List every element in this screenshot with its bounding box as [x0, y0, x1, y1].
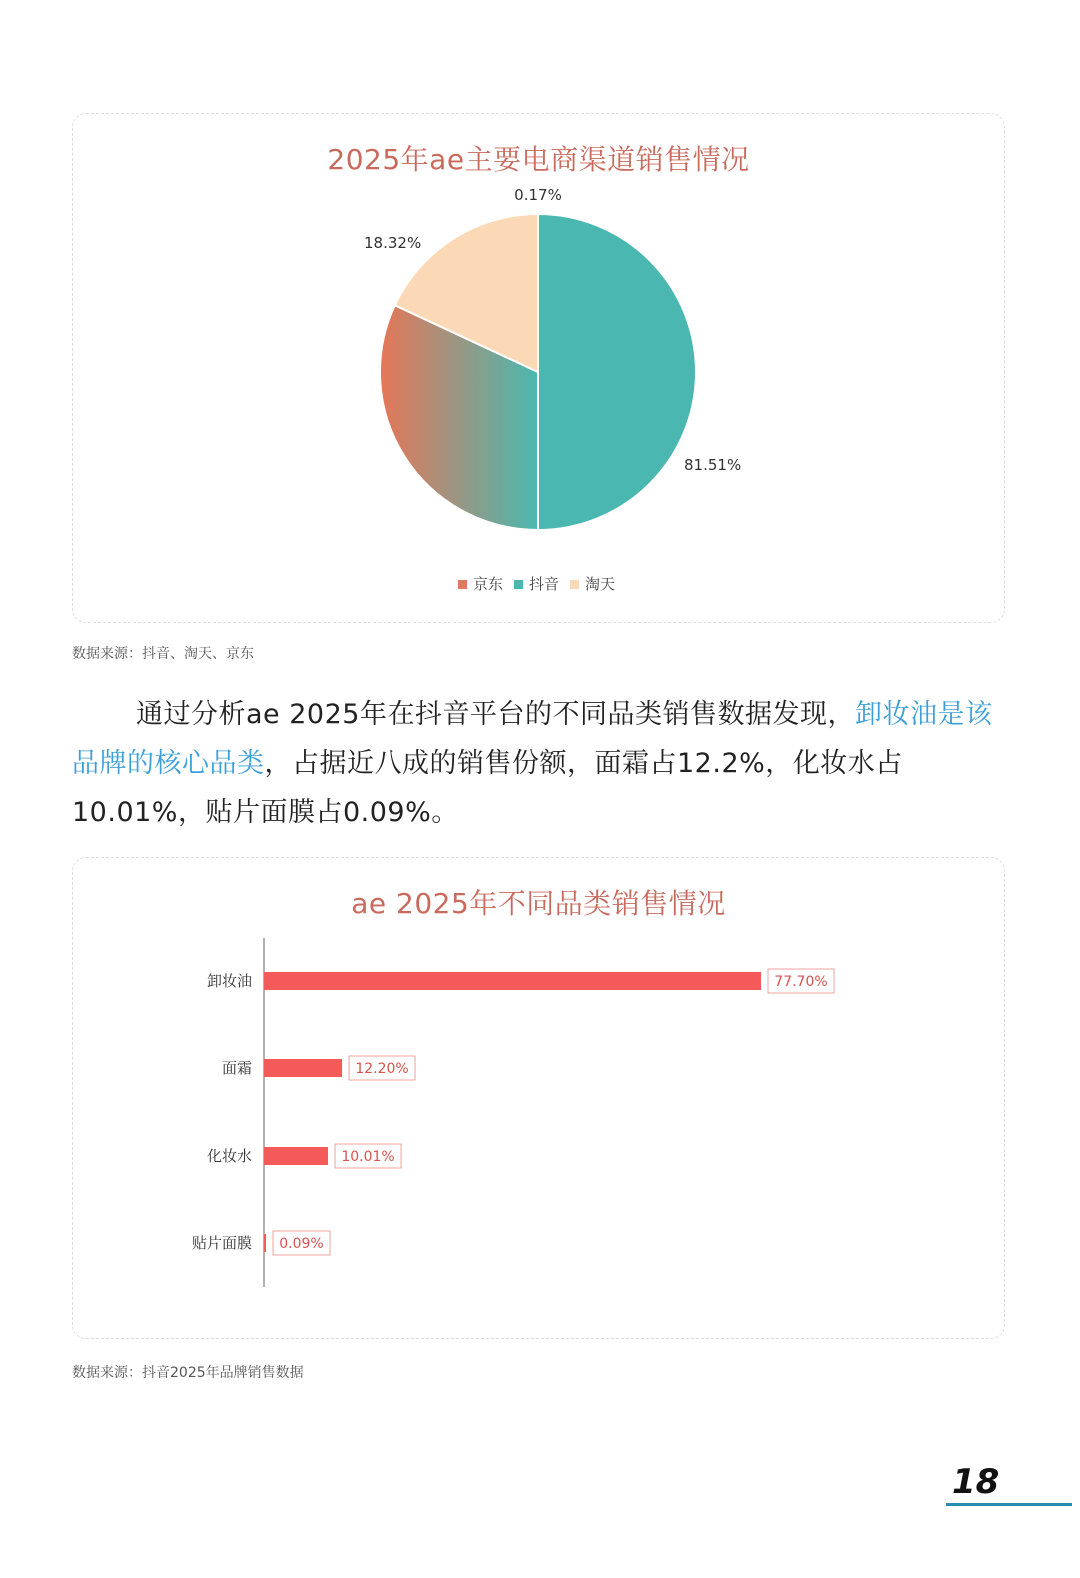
- bar-贴片面膜: [264, 1234, 266, 1252]
- pie-label-京东: 0.17%: [514, 186, 562, 204]
- bar-category-label: 卸妆油: [206, 972, 252, 990]
- bar-chart-title: ae 2025年不同品类销售情况: [351, 887, 726, 920]
- pie-label-淘天: 18.32%: [364, 234, 422, 252]
- bar-面霜: [264, 1059, 342, 1077]
- paragraph-text-2: ，占据近八成的销售份额，面霜占12.2%，化妆水占10.01%，贴片面膜占0.09%。: [72, 748, 903, 828]
- bar-value-label: 77.70%: [774, 974, 828, 990]
- legend-label-抖音: 抖音: [529, 575, 560, 593]
- bar-value-label: 12.20%: [355, 1061, 409, 1077]
- bar-化妆水: [264, 1147, 328, 1165]
- pie-label-抖音: 81.51%: [684, 456, 742, 474]
- bar-category-label: 化妆水: [206, 1147, 252, 1165]
- page-number-underline: [946, 1503, 1072, 1506]
- paragraph-text-1: 通过分析ae 2025年在抖音平台的不同品类销售数据发现，: [136, 699, 855, 730]
- bar-value-label: 10.01%: [341, 1149, 395, 1165]
- legend-label-淘天: 淘天: [585, 575, 616, 593]
- pie-chart-title: 2025年ae主要电商渠道销售情况: [327, 143, 750, 176]
- legend-label-京东: 京东: [473, 575, 504, 593]
- pie-chart-source: 数据来源：抖音、淘天、京东: [72, 646, 254, 662]
- bar-卸妆油: [264, 972, 761, 990]
- page-number: 18: [952, 1462, 1000, 1502]
- bar-category-label: 贴片面膜: [191, 1234, 252, 1252]
- bar-value-label: 0.09%: [279, 1236, 324, 1252]
- paragraph-highlight: 卸妆油是该品牌的核心品类: [72, 699, 993, 779]
- bar-chart-source: 数据来源：抖音2025年品牌销售数据: [72, 1365, 304, 1381]
- bar-category-label: 面霜: [221, 1059, 252, 1077]
